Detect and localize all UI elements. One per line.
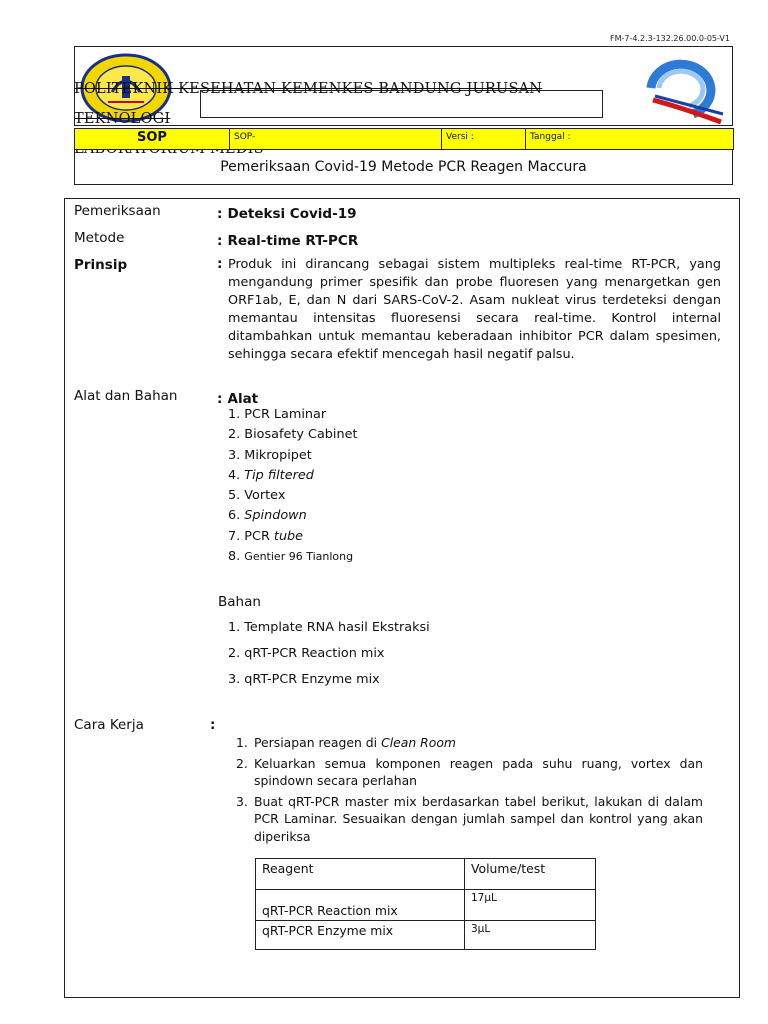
versi-field: Versi : [442, 129, 526, 149]
document-title [74, 150, 733, 185]
list-item: 1. Persiapan reagen di Clean Room [236, 735, 457, 750]
table-cell: 3µL [465, 921, 596, 950]
colon: : [217, 206, 223, 222]
sop-number-field: SOP- [230, 129, 442, 149]
list-item: 2. Keluarkan semua komponen reagen pada suhu ruang, vortex dan spindown secara perlahan [236, 755, 703, 788]
table-cell: qRT-PCR Reaction mix [256, 890, 465, 921]
table-header-row [256, 859, 596, 890]
list-item: 3. Buat qRT-PCR master mix berdasarkan tabel berikut, lakukan di dalam PCR Laminar. Sesuaikan dengan jumlah sampel dan kontrol yang akan diperiksa [236, 793, 703, 844]
list-item: 3. qRT-PCR Enzyme mix [228, 672, 380, 687]
bahan-list [228, 615, 430, 693]
alat-bahan-label: Alat dan Bahan [74, 388, 178, 404]
list-item: 4. Tip filtered [228, 467, 314, 483]
table-cell: qRT-PCR Enzyme mix [256, 921, 465, 950]
table-cell: 17µL [465, 890, 596, 921]
title-text: Pemeriksaan Covid-19 Metode PCR Reagen Maccura [220, 159, 587, 175]
pemeriksaan-label: Pemeriksaan [74, 203, 161, 219]
bahan-heading: Bahan [218, 594, 261, 610]
list-item: 7. PCR tube [228, 528, 304, 544]
list-item: 2. qRT-PCR Reaction mix [228, 646, 385, 661]
list-item: 3. Mikropipet [228, 447, 312, 463]
metode-row [217, 230, 358, 249]
pemeriksaan-value: Deteksi Covid-19 [227, 206, 357, 222]
list-item: 2. Biosafety Cabinet [228, 427, 358, 443]
document-number: FM-7-4.2.3-132.26.00.0-05-V1 [609, 34, 730, 43]
alat-heading: Alat [227, 391, 259, 407]
institution-line-1: POLITEKNIK KESEHATAN KEMENKES BANDUNG JURUSAN TEKNOLOGI [74, 81, 543, 127]
table-row [256, 921, 596, 950]
sop-bar [74, 128, 734, 150]
list-item: 1. PCR Laminar [228, 407, 327, 422]
prinsip-label: Prinsip [74, 257, 128, 273]
institution-box [200, 90, 603, 118]
tanggal-field: Tanggal : [530, 132, 571, 142]
table-header: Volume/test [465, 859, 596, 890]
pemeriksaan-row [217, 203, 356, 222]
list-item: 5. Vortex [228, 488, 286, 504]
colon: : [210, 717, 216, 733]
prinsip-text: Produk ini dirancang sebagai sistem multipleks real-time RT-PCR, yang mengandung primer spesifik dan probe fluoresen yang menargetkan gen ORF1ab, E, dan N dari SARS-CoV-2. Asam nukleat virus terdeteksi dengan memantau intensitas fluoresensi secara real-time. Kontrol internal ditambahkan untuk memantau keberadaan inhibitor PCR dalam spesimen, sehingga secara efektif mencegah hasil negatif palsu. [228, 257, 721, 362]
metode-label: Metode [74, 230, 125, 246]
sop-label: SOP [75, 129, 230, 149]
reagent-table [255, 858, 596, 950]
colon: : [217, 391, 223, 407]
table-header: Reagent [256, 859, 465, 890]
list-item: 1. Template RNA hasil Ekstraksi [228, 620, 430, 635]
alat-list [228, 405, 357, 567]
metode-value: Real-time RT-PCR [227, 233, 359, 249]
kemenkes-logo-icon [633, 52, 731, 124]
table-row [256, 890, 596, 921]
cara-kerja-list [236, 734, 703, 848]
list-item: 8. Gentier 96 Tianlong [228, 549, 354, 565]
cara-kerja-label: Cara Kerja [74, 717, 144, 733]
list-item: 6. Spindown [228, 508, 307, 524]
colon: : [217, 233, 223, 249]
colon: : [217, 256, 223, 272]
